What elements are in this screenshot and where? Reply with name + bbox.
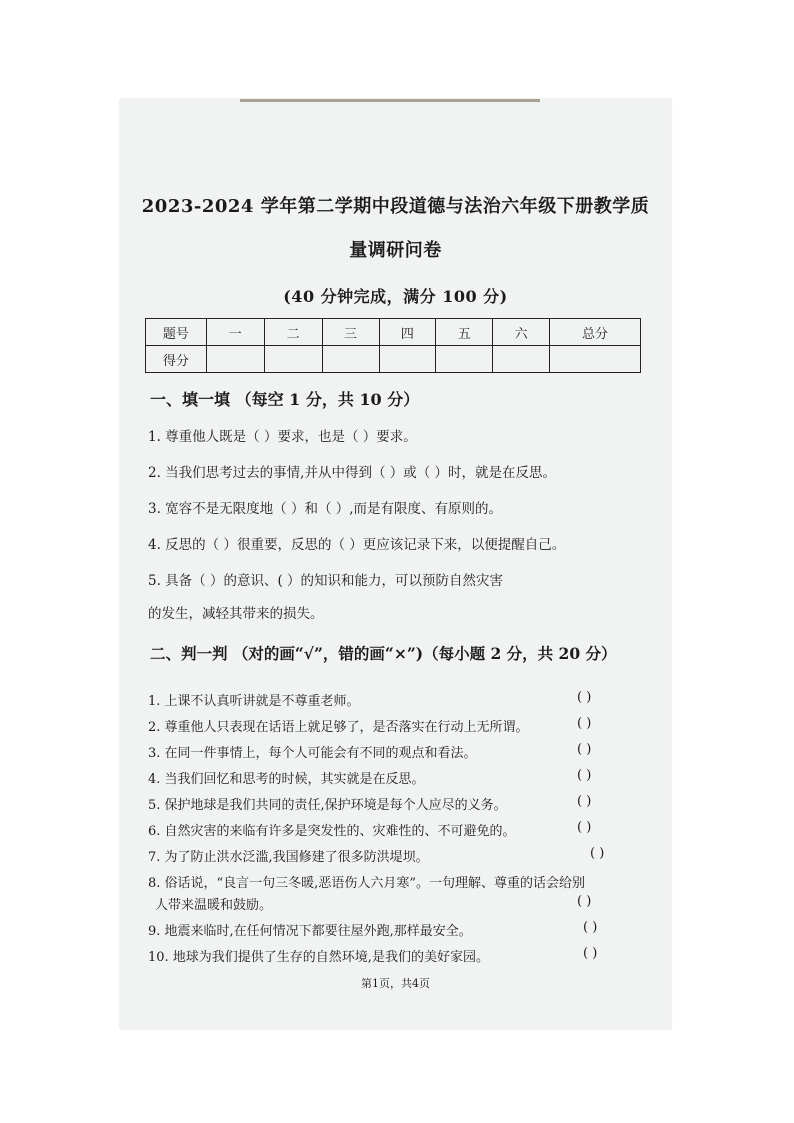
fill-question-1: 1. 尊重他人既是（ ）要求，也是（ ）要求。 [148,429,417,445]
exam-title-line2: 量调研问卷 [349,240,442,261]
score-cell: 总分 [550,319,641,346]
score-blank[interactable] [379,346,436,373]
page-footer: 第1页，共4页 [361,977,430,990]
score-row-label: 得分 [146,346,207,373]
score-blank[interactable] [550,346,641,373]
score-cell: 二 [264,319,322,346]
score-cell: 六 [493,319,550,346]
answer-paren-8[interactable]: ( ) [577,894,592,909]
score-blank[interactable] [493,346,550,373]
score-cell: 一 [206,319,264,346]
fill-question-5-cont: 的发生，减轻其带来的损失。 [148,606,324,622]
answer-paren-4[interactable]: ( ) [577,768,592,783]
answer-paren-7[interactable]: ( ) [590,846,605,861]
fill-question-3: 3. 宽容不是无限度地（ ）和（ ）,而是有限度、有原则的。 [148,501,503,517]
paper-edge [240,99,540,102]
score-cell: 题号 [146,319,207,346]
score-blank[interactable] [206,346,264,373]
score-blank[interactable] [322,346,379,373]
score-blank[interactable] [436,346,493,373]
exam-title-line1: 2023-2024 学年第二学期中段道德与法治六年级下册教学质 [141,196,650,217]
answer-paren-2[interactable]: ( ) [577,716,592,731]
score-blank[interactable] [264,346,322,373]
answer-paren-9[interactable]: ( ) [583,920,598,935]
score-table-score-row [146,346,641,373]
section2-heading: 二、判一判 （对的画“√”，错的画“×”)（每小题 2 分，共 20 分） [150,644,617,663]
answer-paren-3[interactable]: ( ) [577,742,592,757]
exam-subtitle: (40 分钟完成，满分 100 分) [283,287,508,306]
score-cell: 四 [379,319,436,346]
judge-item-5: 5. 保护地球是我们共同的责任,保护环境是每个人应尽的义务。 [148,798,507,813]
answer-paren-1[interactable]: ( ) [577,690,592,705]
judge-item-10: 10. 地球为我们提供了生存的自然环境,是我们的美好家园。 [148,950,489,965]
judge-item-9: 9. 地震来临时,在任何情况下都要往屋外跑,那样最安全。 [148,924,472,939]
judge-item-8-cont: 人带来温暖和鼓励。 [155,898,273,913]
judge-item-2: 2. 尊重他人只表现在话语上就足够了，是否落实在行动上无所谓。 [148,720,529,735]
judge-item-1: 1. 上课不认真听讲就是不尊重老师。 [148,694,360,709]
score-cell: 五 [436,319,493,346]
answer-paren-6[interactable]: ( ) [577,820,592,835]
score-table [145,318,641,373]
answer-paren-10[interactable]: ( ) [583,946,598,961]
fill-question-2: 2. 当我们思考过去的事情,并从中得到（ ）或（ ）时，就是在反思。 [148,465,557,481]
judge-item-3: 3. 在同一件事情上，每个人可能会有不同的观点和看法。 [148,746,477,761]
fill-question-5: 5. 具备（ ）的意识、( ）的知识和能力，可以预防自然灾害 [148,573,504,589]
judge-item-6: 6. 自然灾害的来临有许多是突发性的、灾难性的、不可避免的。 [148,824,516,839]
judge-item-8: 8. 俗话说，“良言一句三冬暖,恶语伤人六月寒”。一句理解、尊重的话会给别 [148,876,585,891]
fill-question-4: 4. 反思的（ ）很重要，反思的（ ）更应该记录下来，以便提醒自己。 [148,537,566,553]
score-cell: 三 [322,319,379,346]
judge-item-7: 7. 为了防止洪水泛滥,我国修建了很多防洪堤坝。 [148,850,429,865]
judge-item-4: 4. 当我们回忆和思考的时候，其实就是在反思。 [148,772,425,787]
answer-paren-5[interactable]: ( ) [577,794,592,809]
section1-heading: 一、填一填 （每空 1 分，共 10 分） [150,390,420,409]
score-table-header-row [146,319,641,346]
